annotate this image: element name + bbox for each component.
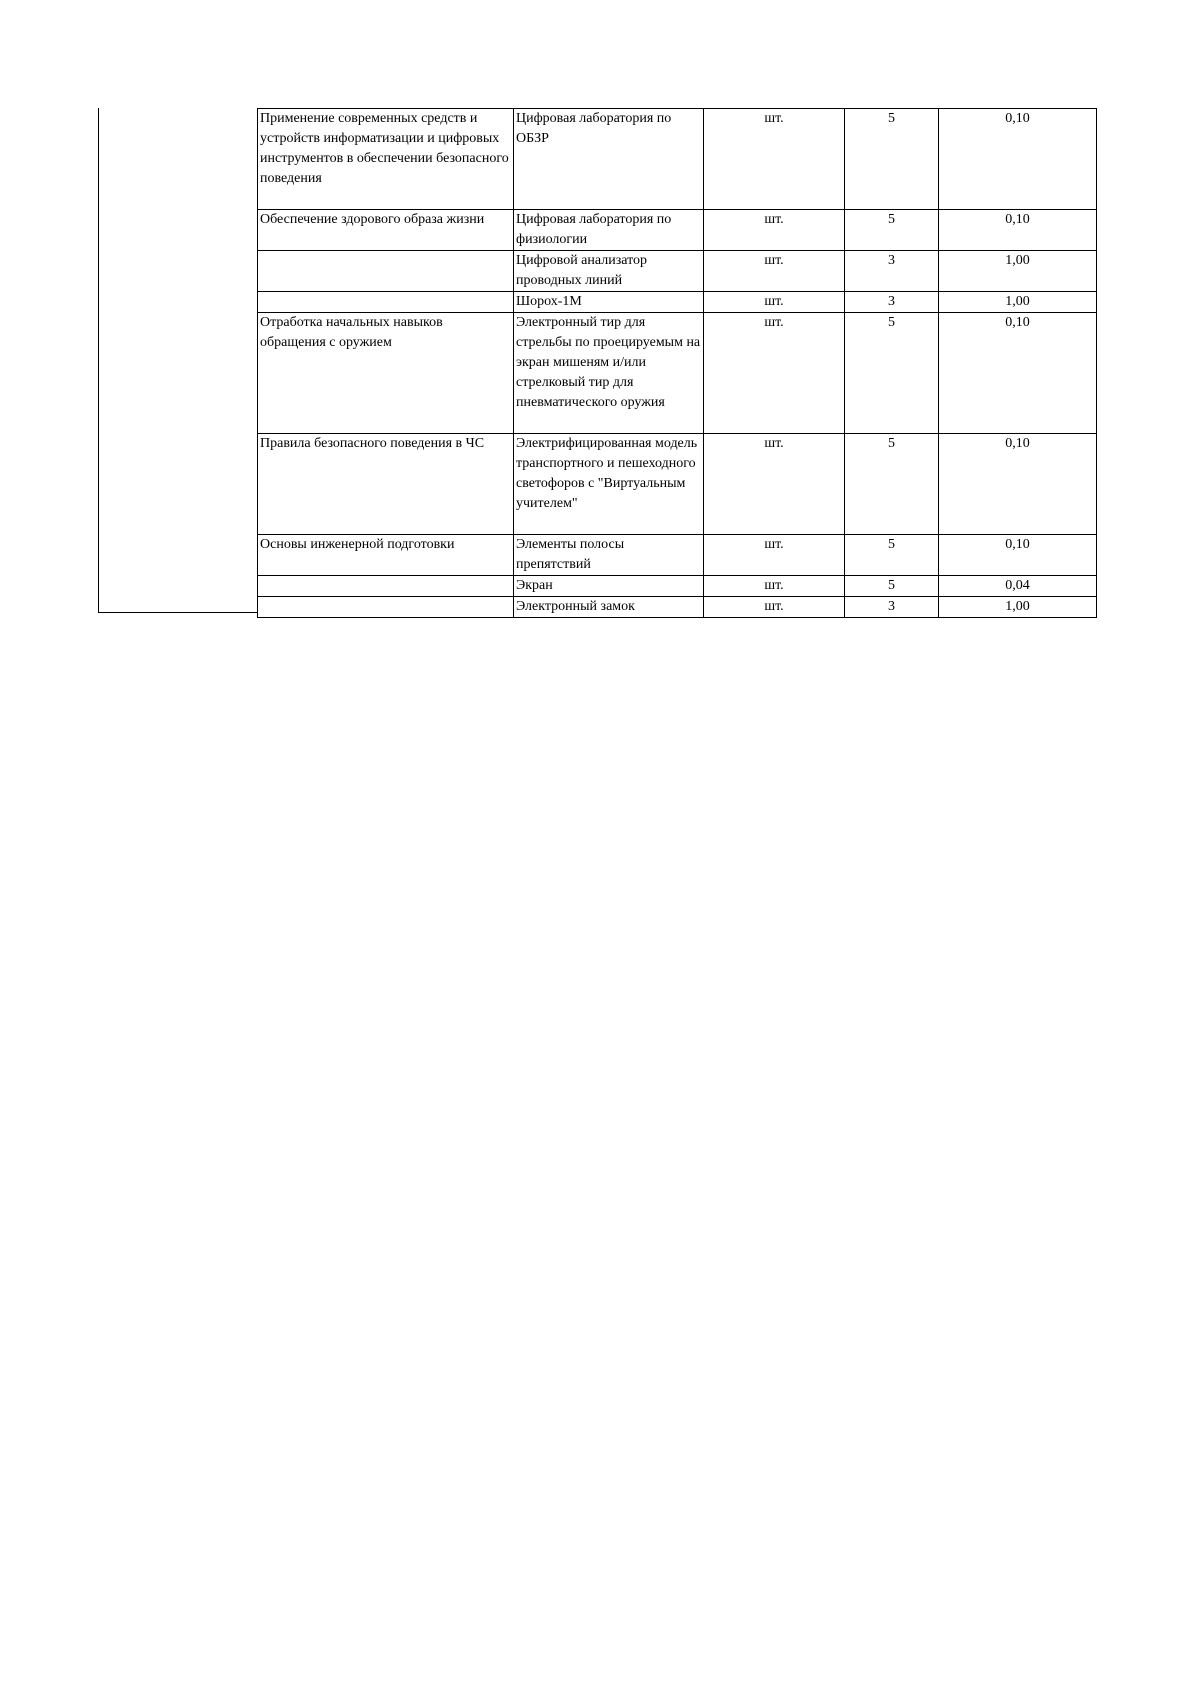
unit-cell: шт. xyxy=(704,251,845,292)
qty-cell: 5 xyxy=(845,535,939,576)
equipment-table xyxy=(257,108,1097,618)
qty-cell: 5 xyxy=(845,434,939,535)
item-cell: Цифровая лаборатория по физиологии xyxy=(514,210,704,251)
qty-cell: 3 xyxy=(845,597,939,618)
table-row xyxy=(258,251,1097,292)
section-column xyxy=(98,108,258,613)
item-cell: Шорох-1М xyxy=(514,292,704,313)
unit-cell: шт. xyxy=(704,292,845,313)
item-cell: Электрифицированная модель транспортного и пешеходного светофоров с "Виртуальным учителем" xyxy=(514,434,704,535)
topic-cell xyxy=(258,251,514,292)
table-row xyxy=(258,535,1097,576)
topic-cell xyxy=(258,597,514,618)
item-cell: Элементы полосы препятствий xyxy=(514,535,704,576)
qty-cell: 5 xyxy=(845,576,939,597)
unit-cell: шт. xyxy=(704,210,845,251)
unit-cell: шт. xyxy=(704,597,845,618)
unit-cell: шт. xyxy=(704,109,845,210)
unit-cell: шт. xyxy=(704,576,845,597)
table-row xyxy=(258,109,1097,210)
unit-cell: шт. xyxy=(704,313,845,434)
norm-cell: 0,10 xyxy=(939,210,1097,251)
norm-cell: 1,00 xyxy=(939,597,1097,618)
norm-cell: 0,04 xyxy=(939,576,1097,597)
norm-cell: 0,10 xyxy=(939,313,1097,434)
item-cell: Электронный тир для стрельбы по проецируемым на экран мишеням и/или стрелковый тир для пневматического оружия xyxy=(514,313,704,434)
qty-cell: 5 xyxy=(845,313,939,434)
topic-cell: Правила безопасного поведения в ЧС xyxy=(258,434,514,535)
table-row xyxy=(258,210,1097,251)
norm-cell: 0,10 xyxy=(939,535,1097,576)
item-cell: Электронный замок xyxy=(514,597,704,618)
norm-cell: 1,00 xyxy=(939,251,1097,292)
table-row xyxy=(258,434,1097,535)
topic-cell: Применение современных средств и устройств информатизации и цифровых инструментов в обеспечении безопасного поведения xyxy=(258,109,514,210)
qty-cell: 5 xyxy=(845,210,939,251)
table-row xyxy=(258,292,1097,313)
table-row xyxy=(258,313,1097,434)
qty-cell: 3 xyxy=(845,251,939,292)
table-row xyxy=(258,597,1097,618)
norm-cell: 1,00 xyxy=(939,292,1097,313)
unit-cell: шт. xyxy=(704,434,845,535)
item-cell: Цифровой анализатор проводных линий xyxy=(514,251,704,292)
qty-cell: 3 xyxy=(845,292,939,313)
item-cell: Экран xyxy=(514,576,704,597)
norm-cell: 0,10 xyxy=(939,434,1097,535)
topic-cell: Отработка начальных навыков обращения с оружием xyxy=(258,313,514,434)
topic-cell xyxy=(258,292,514,313)
qty-cell: 5 xyxy=(845,109,939,210)
table-row xyxy=(258,576,1097,597)
topic-cell xyxy=(258,576,514,597)
topic-cell: Основы инженерной подготовки xyxy=(258,535,514,576)
unit-cell: шт. xyxy=(704,535,845,576)
topic-cell: Обеспечение здорового образа жизни xyxy=(258,210,514,251)
norm-cell: 0,10 xyxy=(939,109,1097,210)
item-cell: Цифровая лаборатория по ОБЗР xyxy=(514,109,704,210)
